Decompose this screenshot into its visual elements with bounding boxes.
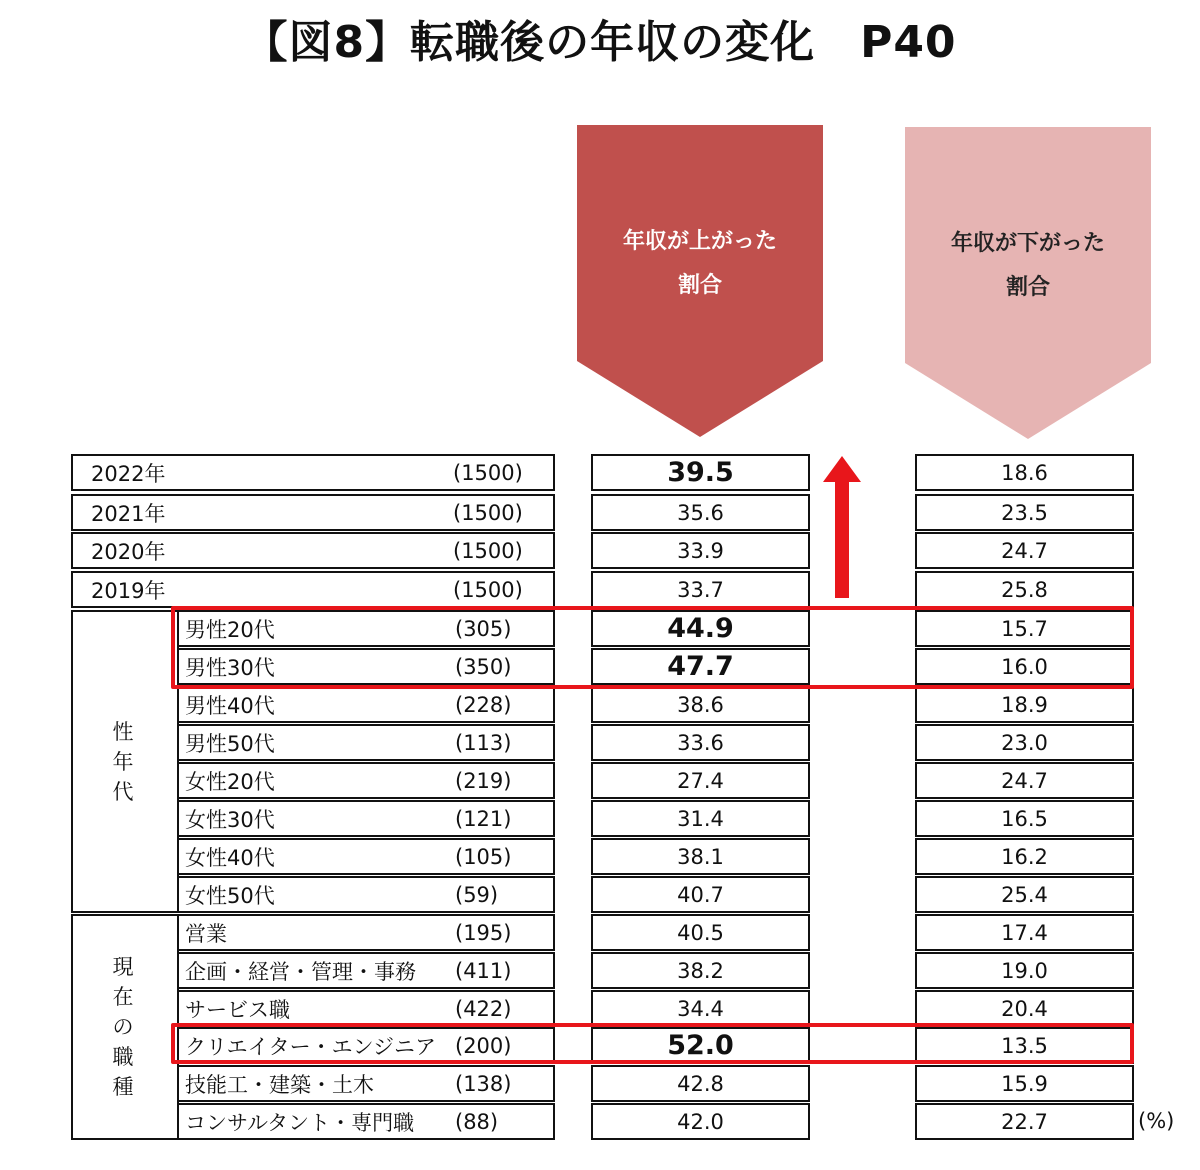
row-sample-size: (121) [455, 806, 512, 831]
row-sample-size: (422) [455, 996, 512, 1021]
group-label-char: 在 [112, 985, 134, 1009]
group-label-char: 現 [112, 955, 134, 979]
row-label: サービス職 [185, 997, 290, 1022]
row-sample-size: (1500) [453, 460, 523, 485]
group-row-label [177, 914, 555, 951]
up-value: 33.9 [591, 532, 810, 569]
row-label: コンサルタント・専門職 [185, 1110, 415, 1135]
down-header-line1: 年収が下がった [950, 231, 1105, 256]
row-sample-size: (138) [455, 1071, 512, 1096]
year-row-label [71, 532, 555, 569]
row-sample-size: (1500) [453, 538, 523, 563]
row-label: 2019年 [91, 578, 166, 603]
down-value: 20.4 [915, 990, 1134, 1027]
row-sample-size: (411) [455, 958, 512, 983]
row-label: 2022年 [91, 461, 166, 486]
down-value: 18.9 [915, 686, 1134, 723]
row-label: 男性20代 [185, 617, 275, 642]
row-sample-size: (105) [455, 844, 512, 869]
group-row-label [177, 724, 555, 761]
row-sample-size: (305) [455, 616, 512, 641]
group-row-label [177, 800, 555, 837]
row-label: クリエイター・エンジニア [185, 1034, 437, 1059]
up-value: 38.1 [591, 838, 810, 875]
group-label-char: 年 [112, 749, 134, 774]
up-header-line1: 年収が上がった [622, 229, 777, 254]
row-sample-size: (1500) [453, 577, 523, 602]
group-label-char: 職 [112, 1045, 134, 1069]
down-value: 23.0 [915, 724, 1134, 761]
group-row-label [177, 1065, 555, 1102]
down-header-line2: 割合 [1005, 275, 1050, 300]
group-label [103, 717, 143, 807]
highlight-box-creator-engineer [171, 1023, 1134, 1064]
row-label: 2021年 [91, 501, 166, 526]
group-label [103, 952, 143, 1102]
up-value: 42.8 [591, 1065, 810, 1102]
group-label-char: 種 [112, 1075, 134, 1099]
up-value: 27.4 [591, 762, 810, 799]
up-header-label [577, 220, 823, 308]
down-value: 16.5 [915, 800, 1134, 837]
group-row-label [177, 686, 555, 723]
up-value: 34.4 [591, 990, 810, 1027]
up-value: 40.5 [591, 914, 810, 951]
group-row-label [177, 990, 555, 1027]
row-label: 女性30代 [185, 807, 275, 832]
up-value: 47.7 [591, 648, 810, 685]
down-value: 13.5 [915, 1027, 1134, 1064]
year-row-label [71, 494, 555, 531]
row-sample-size: (113) [455, 730, 512, 755]
row-sample-size: (219) [455, 768, 512, 793]
row-sample-size: (195) [455, 920, 512, 945]
up-value: 44.9 [591, 610, 810, 647]
down-value: 16.0 [915, 648, 1134, 685]
page-title: 【図8】転職後の年収の変化 P40 [243, 17, 957, 68]
group-label-char: の [112, 1015, 134, 1039]
row-label: 2020年 [91, 539, 166, 564]
down-value: 17.4 [915, 914, 1134, 951]
down-value: 15.9 [915, 1065, 1134, 1102]
row-label: 女性40代 [185, 845, 275, 870]
row-sample-size: (88) [455, 1109, 499, 1134]
down-value: 24.7 [915, 532, 1134, 569]
increase-arrow-icon [823, 456, 861, 598]
down-value: 18.6 [915, 454, 1134, 491]
down-value: 25.4 [915, 876, 1134, 913]
row-label: 営業 [185, 921, 227, 946]
row-label: 男性30代 [185, 655, 275, 680]
up-value: 39.5 [591, 454, 810, 491]
up-value: 52.0 [591, 1027, 810, 1064]
row-sample-size: (228) [455, 692, 512, 717]
group-row-label [177, 762, 555, 799]
year-row-label [71, 454, 555, 491]
down-value: 15.7 [915, 610, 1134, 647]
up-header-line2: 割合 [677, 273, 722, 298]
up-value: 35.6 [591, 494, 810, 531]
group-row-label [177, 1103, 555, 1140]
group-row-label [177, 838, 555, 875]
down-header-label [905, 222, 1151, 310]
up-value: 38.6 [591, 686, 810, 723]
row-label: 男性50代 [185, 731, 275, 756]
row-label: 企画・経営・管理・事務 [185, 959, 416, 984]
down-value: 24.7 [915, 762, 1134, 799]
row-sample-size: (1500) [453, 500, 523, 525]
up-value: 40.7 [591, 876, 810, 913]
group-row-label [177, 952, 555, 989]
row-label: 男性40代 [185, 693, 275, 718]
row-sample-size: (59) [455, 882, 499, 907]
up-value: 31.4 [591, 800, 810, 837]
year-row-label [71, 571, 555, 608]
up-value: 33.6 [591, 724, 810, 761]
group-label-char: 代 [112, 779, 134, 804]
row-label: 技能工・建築・土木 [185, 1072, 374, 1097]
down-value: 25.8 [915, 571, 1134, 608]
highlight-box-young-men [171, 606, 1134, 689]
group-row-label [177, 876, 555, 913]
unit-label: (%) [1138, 1109, 1175, 1133]
row-label: 女性50代 [185, 883, 275, 908]
down-value: 19.0 [915, 952, 1134, 989]
row-sample-size: (200) [455, 1033, 512, 1058]
row-label: 女性20代 [185, 769, 275, 794]
up-value: 42.0 [591, 1103, 810, 1140]
group-label-char: 性 [112, 719, 134, 744]
down-value: 23.5 [915, 494, 1134, 531]
down-value: 22.7 [915, 1103, 1134, 1140]
row-sample-size: (350) [455, 654, 512, 679]
up-value: 38.2 [591, 952, 810, 989]
down-value: 16.2 [915, 838, 1134, 875]
up-value: 33.7 [591, 571, 810, 608]
